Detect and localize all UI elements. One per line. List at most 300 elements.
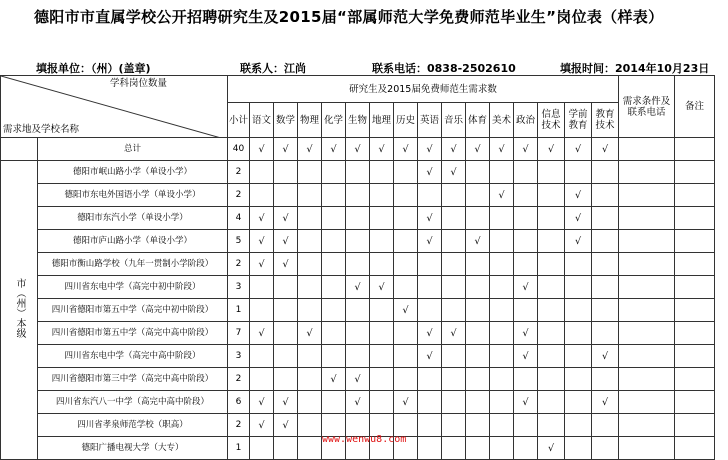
subject-mark-cell: √ [418, 138, 442, 161]
conditions-cell [619, 230, 675, 253]
subject-mark-cell [466, 322, 490, 345]
subject-mark-cell: √ [565, 230, 592, 253]
unit-label: 填报单位：（州）(盖章) [36, 62, 151, 75]
table-row [1, 253, 715, 276]
subject-mark-cell [565, 322, 592, 345]
subject-mark-cell [565, 161, 592, 184]
conditions-cell [619, 437, 675, 460]
subject-mark-cell [538, 368, 565, 391]
subject-mark-cell [394, 161, 418, 184]
subject-mark-cell [298, 276, 322, 299]
subject-mark-cell [370, 161, 394, 184]
subject-header: 生物 [346, 103, 370, 138]
school-name: 四川省东电中学（高完中初中阶段） [38, 276, 228, 299]
subject-mark-cell [592, 322, 619, 345]
subject-mark-cell: √ [250, 207, 274, 230]
conditions-cell [619, 345, 675, 368]
subject-header: 数学 [274, 103, 298, 138]
subject-mark-cell: √ [274, 230, 298, 253]
subject-mark-cell [592, 414, 619, 437]
remarks-cell [675, 161, 715, 184]
subject-mark-cell [514, 161, 538, 184]
subject-mark-cell [322, 207, 346, 230]
subject-mark-cell [442, 276, 466, 299]
subject-mark-cell [346, 230, 370, 253]
info-bar [0, 60, 728, 76]
subject-mark-cell [565, 391, 592, 414]
subject-mark-cell [274, 322, 298, 345]
subject-mark-cell [514, 230, 538, 253]
conditions-cell [619, 161, 675, 184]
subject-mark-cell [442, 230, 466, 253]
subject-mark-cell: √ [418, 345, 442, 368]
remarks-cell [675, 414, 715, 437]
subject-mark-cell [592, 276, 619, 299]
subject-mark-cell [538, 207, 565, 230]
subject-mark-cell [466, 414, 490, 437]
subject-mark-cell: √ [250, 230, 274, 253]
subject-header: 物理 [298, 103, 322, 138]
subject-mark-cell [346, 253, 370, 276]
subject-header: 历史 [394, 103, 418, 138]
subject-mark-cell [322, 184, 346, 207]
subject-mark-cell [514, 253, 538, 276]
subject-mark-cell [322, 299, 346, 322]
subject-mark-cell: √ [490, 184, 514, 207]
subject-mark-cell [592, 161, 619, 184]
subject-mark-cell [466, 207, 490, 230]
table-row [1, 368, 715, 391]
conditions-cell [619, 184, 675, 207]
subtotal-cell: 3 [228, 345, 250, 368]
subject-mark-cell [565, 299, 592, 322]
subject-mark-cell [442, 253, 466, 276]
subject-mark-cell [466, 345, 490, 368]
subject-mark-cell [298, 253, 322, 276]
subject-mark-cell [274, 368, 298, 391]
subject-mark-cell [592, 299, 619, 322]
subject-mark-cell [418, 368, 442, 391]
subject-mark-cell: √ [274, 414, 298, 437]
subject-mark-cell [442, 299, 466, 322]
subject-mark-cell [490, 322, 514, 345]
subject-mark-cell [418, 276, 442, 299]
remarks-cell [675, 345, 715, 368]
subject-mark-cell [370, 299, 394, 322]
region-label: 市（州）本级 [14, 278, 25, 338]
subject-mark-cell: √ [490, 138, 514, 161]
subject-header: 学前教育 [565, 103, 592, 138]
contact-label: 联系人：江尚 [240, 62, 306, 75]
subject-mark-cell: √ [565, 138, 592, 161]
subject-mark-cell [538, 391, 565, 414]
subject-mark-cell [592, 184, 619, 207]
subject-mark-cell [565, 368, 592, 391]
subject-mark-cell [250, 161, 274, 184]
subject-header: 政治 [514, 103, 538, 138]
subject-mark-cell: √ [250, 138, 274, 161]
date-label [560, 60, 709, 76]
subject-mark-cell [322, 230, 346, 253]
subject-mark-cell [394, 345, 418, 368]
subject-mark-cell: √ [250, 253, 274, 276]
table-row [1, 138, 715, 161]
subject-mark-cell [370, 253, 394, 276]
conditions-cell [619, 391, 675, 414]
subject-header: 音乐 [442, 103, 466, 138]
subject-mark-cell [250, 345, 274, 368]
subject-mark-cell [538, 161, 565, 184]
recruitment-table [0, 75, 715, 460]
conditions-cell [619, 299, 675, 322]
subject-mark-cell [565, 253, 592, 276]
subject-mark-cell [514, 368, 538, 391]
subject-mark-cell: √ [514, 322, 538, 345]
subject-mark-cell: √ [346, 138, 370, 161]
subject-mark-cell [490, 391, 514, 414]
subject-header: 语文 [250, 103, 274, 138]
subtotal-cell: 4 [228, 207, 250, 230]
subtotal-cell: 2 [228, 253, 250, 276]
subject-mark-cell [298, 414, 322, 437]
table-row [1, 322, 715, 345]
subject-mark-cell [322, 345, 346, 368]
school-name: 德阳市岷山路小学（单设小学） [38, 161, 228, 184]
subject-mark-cell [298, 391, 322, 414]
subject-mark-cell [538, 253, 565, 276]
subject-mark-cell: √ [514, 138, 538, 161]
remarks-cell [675, 207, 715, 230]
subject-mark-cell [442, 437, 466, 460]
subject-mark-cell: √ [514, 345, 538, 368]
conditions-cell [619, 322, 675, 345]
region-cell-blank [1, 138, 38, 161]
conditions-cell [619, 253, 675, 276]
subject-mark-cell [250, 184, 274, 207]
subject-mark-cell: √ [466, 138, 490, 161]
subtotal-cell: 6 [228, 391, 250, 414]
table-row [1, 276, 715, 299]
school-name: 四川省德阳市第五中学（高完中初中阶段） [38, 299, 228, 322]
remarks-cell [675, 230, 715, 253]
subject-mark-cell: √ [298, 322, 322, 345]
subject-mark-cell [298, 207, 322, 230]
remarks-cell [675, 184, 715, 207]
school-name: 总计 [38, 138, 228, 161]
subject-mark-cell: √ [346, 276, 370, 299]
subject-header: 教育技术 [592, 103, 619, 138]
subject-header: 英语 [418, 103, 442, 138]
subject-mark-cell [274, 276, 298, 299]
subject-mark-cell: √ [466, 230, 490, 253]
remarks-header: 备注 [675, 76, 715, 138]
subject-mark-cell [298, 345, 322, 368]
subject-mark-cell [394, 368, 418, 391]
subject-mark-cell: √ [394, 299, 418, 322]
subject-mark-cell: √ [514, 276, 538, 299]
subtotal-cell: 40 [228, 138, 250, 161]
subject-mark-cell: √ [274, 138, 298, 161]
subject-mark-cell [274, 299, 298, 322]
subject-mark-cell [250, 437, 274, 460]
subject-mark-cell [346, 299, 370, 322]
subject-mark-cell [322, 276, 346, 299]
remarks-cell [675, 322, 715, 345]
subject-mark-cell [538, 184, 565, 207]
subject-mark-cell [274, 345, 298, 368]
remarks-cell [675, 276, 715, 299]
subject-mark-cell: √ [298, 138, 322, 161]
subject-mark-cell: √ [394, 138, 418, 161]
subject-mark-cell: √ [592, 345, 619, 368]
subject-mark-cell: √ [442, 161, 466, 184]
subject-mark-cell [274, 161, 298, 184]
subject-mark-cell: √ [274, 391, 298, 414]
subject-mark-cell [466, 161, 490, 184]
subject-mark-cell [592, 368, 619, 391]
subject-mark-cell [370, 184, 394, 207]
subject-mark-cell [490, 207, 514, 230]
conditions-cell [619, 276, 675, 299]
subject-mark-cell [346, 207, 370, 230]
table-row [1, 230, 715, 253]
subject-mark-cell: √ [418, 322, 442, 345]
subject-mark-cell: √ [565, 207, 592, 230]
subject-mark-cell [322, 322, 346, 345]
subject-mark-cell [346, 161, 370, 184]
remarks-cell [675, 138, 715, 161]
subject-mark-cell [442, 414, 466, 437]
subject-mark-cell [346, 184, 370, 207]
subject-mark-cell: √ [346, 391, 370, 414]
phone-label: 联系电话：0838-2502610 [372, 62, 516, 75]
subject-mark-cell [394, 276, 418, 299]
conditions-header: 需求条件及联系电话 [619, 76, 675, 138]
diag-top-label: 学科岗位数量 [109, 78, 167, 89]
subject-mark-cell [514, 414, 538, 437]
subtotal-cell: 2 [228, 414, 250, 437]
subject-mark-cell [442, 207, 466, 230]
subject-mark-cell [418, 253, 442, 276]
subject-mark-cell [346, 345, 370, 368]
subject-header: 信息技术 [538, 103, 565, 138]
subtotal-cell: 1 [228, 437, 250, 460]
school-name: 德阳广播电视大学（大专） [38, 437, 228, 460]
subject-mark-cell [565, 345, 592, 368]
subtotal-cell: 1 [228, 299, 250, 322]
subject-mark-cell [418, 414, 442, 437]
subject-mark-cell [490, 368, 514, 391]
remarks-cell [675, 253, 715, 276]
subject-mark-cell [514, 299, 538, 322]
subtotal-cell: 7 [228, 322, 250, 345]
subject-mark-cell [370, 230, 394, 253]
subtotal-cell: 3 [228, 276, 250, 299]
subject-mark-cell [250, 299, 274, 322]
subject-mark-cell [466, 276, 490, 299]
subject-mark-cell [565, 437, 592, 460]
remarks-cell [675, 299, 715, 322]
subject-mark-cell [274, 184, 298, 207]
subject-mark-cell: √ [250, 391, 274, 414]
subject-mark-cell: √ [442, 138, 466, 161]
subject-mark-cell [490, 253, 514, 276]
subtotal-cell: 5 [228, 230, 250, 253]
subject-mark-cell [514, 437, 538, 460]
subject-mark-cell [418, 299, 442, 322]
subject-mark-cell [592, 253, 619, 276]
subject-mark-cell [466, 299, 490, 322]
table-row [1, 345, 715, 368]
subject-mark-cell [370, 345, 394, 368]
diagonal-header-cell [1, 76, 228, 138]
subject-mark-cell [394, 184, 418, 207]
subject-mark-cell [298, 299, 322, 322]
subject-mark-cell: √ [514, 391, 538, 414]
subject-mark-cell [490, 276, 514, 299]
subject-mark-cell [565, 414, 592, 437]
subject-mark-cell [322, 253, 346, 276]
subject-mark-cell [490, 161, 514, 184]
subtotal-cell: 2 [228, 184, 250, 207]
subject-mark-cell [370, 368, 394, 391]
subject-mark-cell [538, 414, 565, 437]
subject-mark-cell [538, 230, 565, 253]
remarks-cell [675, 391, 715, 414]
subject-mark-cell: √ [418, 230, 442, 253]
subject-mark-cell [490, 299, 514, 322]
conditions-cell [619, 207, 675, 230]
subject-mark-cell: √ [538, 437, 565, 460]
subject-mark-cell [394, 253, 418, 276]
region-cell [1, 161, 38, 460]
subject-mark-cell: √ [565, 184, 592, 207]
subject-mark-cell [250, 276, 274, 299]
subject-mark-cell [298, 161, 322, 184]
subject-mark-cell [322, 391, 346, 414]
subject-mark-cell [592, 230, 619, 253]
diag-bottom-label: 需求地及学校名称 [3, 124, 80, 135]
subject-mark-cell: √ [322, 368, 346, 391]
subject-header: 美术 [490, 103, 514, 138]
subject-mark-cell [538, 345, 565, 368]
school-name: 德阳市东汽小学（单设小学） [38, 207, 228, 230]
table-row [1, 299, 715, 322]
subject-mark-cell: √ [346, 368, 370, 391]
subject-mark-cell: √ [442, 322, 466, 345]
subject-mark-cell [274, 437, 298, 460]
subject-mark-cell [394, 322, 418, 345]
school-name: 四川省东电中学（高完中高中阶段） [38, 345, 228, 368]
subject-mark-cell: √ [592, 138, 619, 161]
header-row-1 [1, 76, 715, 103]
subject-mark-cell [298, 230, 322, 253]
group-header: 研究生及2015届免费师范生需求数 [228, 76, 619, 103]
subject-mark-cell [418, 391, 442, 414]
subject-mark-cell [538, 322, 565, 345]
subject-mark-cell [442, 391, 466, 414]
table-row [1, 161, 715, 184]
date-text: 填报时间：2014年10月23日 [560, 62, 710, 75]
subject-mark-cell [370, 322, 394, 345]
recruitment-table-wrapper [0, 75, 715, 460]
subject-mark-cell [370, 391, 394, 414]
subject-header: 小计 [228, 103, 250, 138]
subject-mark-cell [514, 184, 538, 207]
subject-mark-cell [322, 161, 346, 184]
subject-mark-cell [466, 368, 490, 391]
subject-mark-cell [298, 437, 322, 460]
subject-mark-cell: √ [250, 322, 274, 345]
subtotal-cell: 2 [228, 161, 250, 184]
subtotal-cell: 2 [228, 368, 250, 391]
table-row [1, 391, 715, 414]
remarks-cell [675, 368, 715, 391]
subject-mark-cell [490, 437, 514, 460]
subject-mark-cell [466, 253, 490, 276]
subject-mark-cell [538, 276, 565, 299]
subject-mark-cell: √ [418, 207, 442, 230]
subject-mark-cell [565, 276, 592, 299]
subject-mark-cell [514, 207, 538, 230]
subject-mark-cell [370, 207, 394, 230]
conditions-cell [619, 368, 675, 391]
subject-mark-cell: √ [370, 276, 394, 299]
school-name: 四川省德阳市第三中学（高完中高中阶段） [38, 368, 228, 391]
subject-mark-cell [394, 207, 418, 230]
subject-mark-cell [466, 391, 490, 414]
subject-mark-cell: √ [370, 138, 394, 161]
subject-header: 地理 [370, 103, 394, 138]
school-name: 德阳市东电外国语小学（单设小学） [38, 184, 228, 207]
subject-mark-cell: √ [274, 253, 298, 276]
subject-mark-cell: √ [538, 138, 565, 161]
subject-header: 体育 [466, 103, 490, 138]
subject-mark-cell [490, 345, 514, 368]
school-name: 德阳市衡山路学校（九年一贯制小学阶段） [38, 253, 228, 276]
subject-mark-cell [346, 322, 370, 345]
school-name: 四川省东汽八一中学（高完中高中阶段） [38, 391, 228, 414]
subject-mark-cell: √ [592, 391, 619, 414]
school-name: 德阳市庐山路小学（单设小学） [38, 230, 228, 253]
subject-mark-cell [490, 230, 514, 253]
subject-mark-cell: √ [394, 391, 418, 414]
school-name: 四川省孝泉师范学校（职高） [38, 414, 228, 437]
subject-mark-cell [442, 345, 466, 368]
subject-mark-cell: √ [322, 138, 346, 161]
subject-mark-cell [298, 368, 322, 391]
subject-mark-cell: √ [274, 207, 298, 230]
subject-mark-cell [466, 184, 490, 207]
subject-header: 化学 [322, 103, 346, 138]
subject-mark-cell [442, 368, 466, 391]
subject-mark-cell [250, 368, 274, 391]
school-name: 四川省德阳市第五中学（高完中高中阶段） [38, 322, 228, 345]
conditions-cell [619, 138, 675, 161]
subject-mark-cell [592, 437, 619, 460]
table-row [1, 207, 715, 230]
subject-mark-cell [394, 230, 418, 253]
conditions-cell [619, 414, 675, 437]
remarks-cell [675, 437, 715, 460]
subject-mark-cell [418, 437, 442, 460]
subject-mark-cell [442, 184, 466, 207]
subject-mark-cell [538, 299, 565, 322]
subject-mark-cell: √ [418, 161, 442, 184]
subject-mark-cell [298, 184, 322, 207]
subject-mark-cell [592, 207, 619, 230]
subject-mark-cell [418, 184, 442, 207]
